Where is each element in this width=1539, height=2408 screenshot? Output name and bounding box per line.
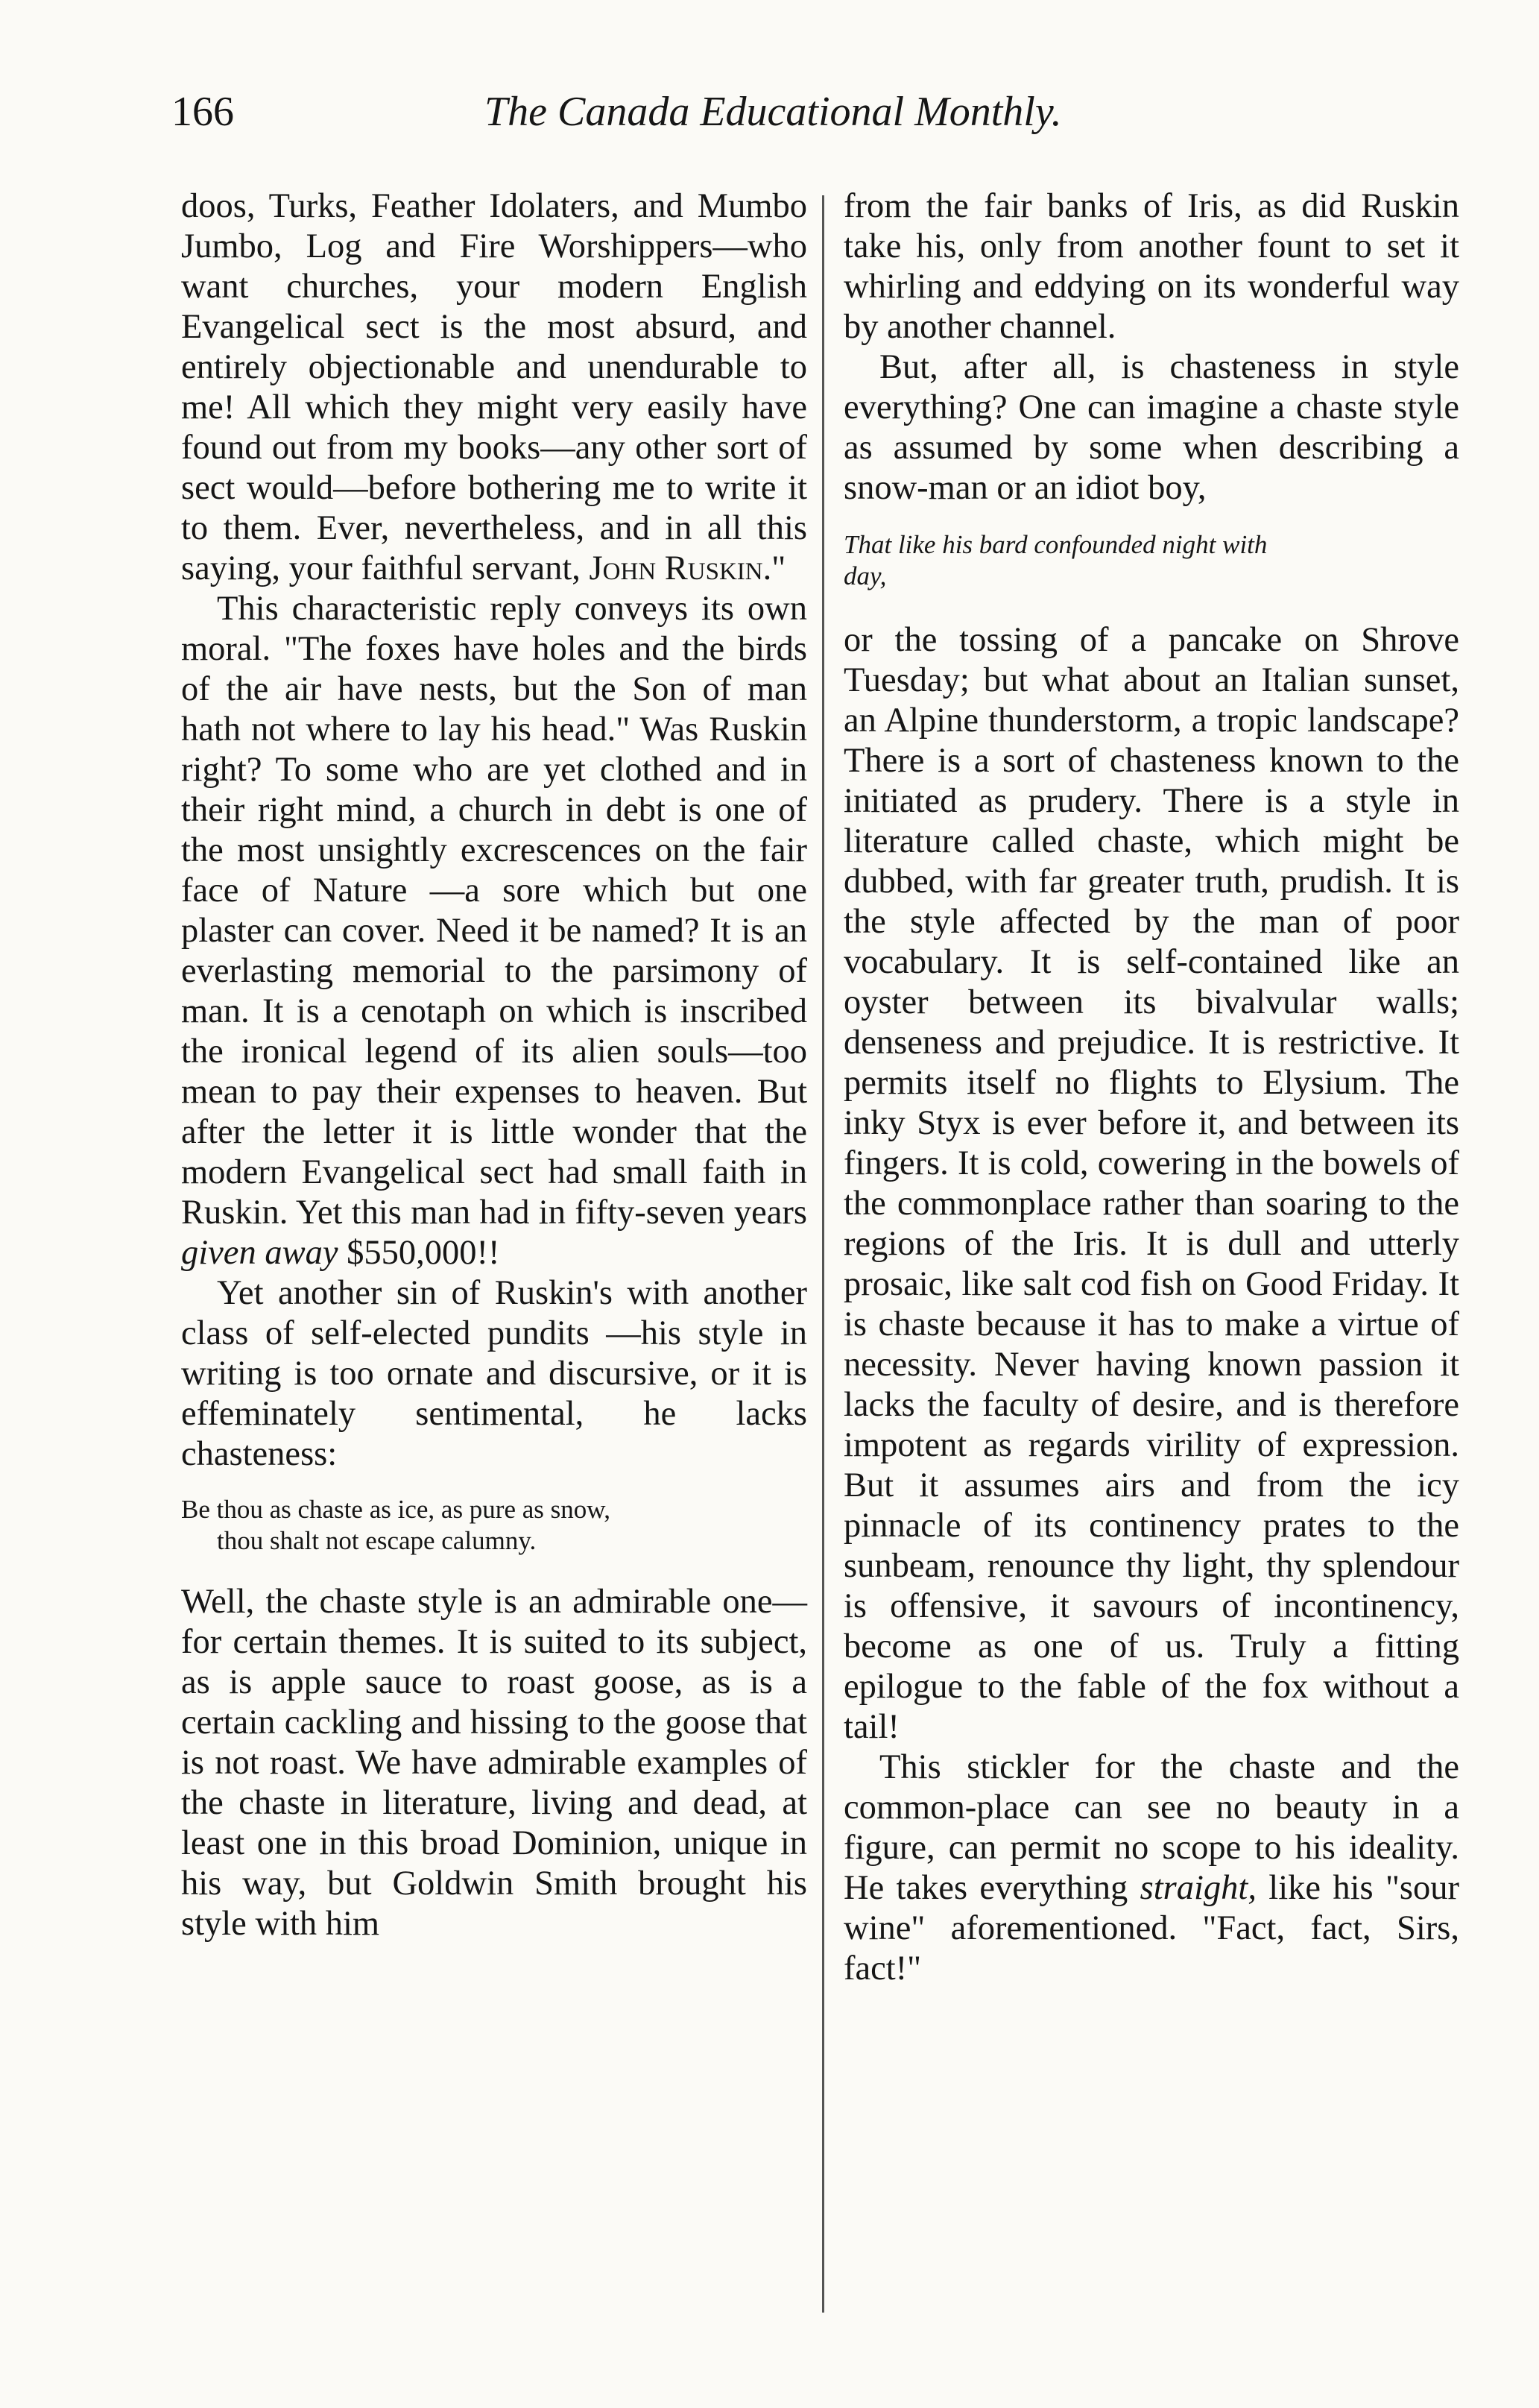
signature: John Ruskin. — [589, 549, 772, 587]
left-quote-line-2: thou shalt not escape calumny. — [217, 1526, 537, 1555]
left-paragraph-2-emphasis: given away — [181, 1234, 338, 1272]
right-column — [844, 186, 1459, 1989]
left-column — [181, 186, 807, 1944]
right-quote-line-2: day, — [844, 561, 887, 590]
right-paragraph-4-text: This stickler for the chaste and the common-place can see no beauty in a figure, can permit no scope to his ideality. He takes everything — [844, 1748, 1459, 1907]
left-paragraph-2-tail: $550,000!! — [338, 1234, 500, 1272]
right-paragraph-4 — [844, 1747, 1459, 1989]
right-paragraph-1: from the fair banks of Iris, as did Ruskin take his, only from another fount to set it whirling and eddying on its wonderful way by another channel. — [844, 187, 1459, 346]
left-block-quote — [181, 1494, 807, 1557]
right-paragraph-2: But, after all, is chasteness in style everything? One can imagine a chaste style as assumed by some when describing a snow-man or an idiot boy, — [844, 348, 1459, 507]
page-number: 166 — [171, 89, 234, 135]
left-paragraph-1 — [181, 186, 807, 589]
running-title: The Canada Educational Monthly. — [484, 89, 1062, 135]
right-paragraph-4-emphasis: straight, — [1140, 1869, 1257, 1907]
page-header — [171, 88, 1461, 155]
left-paragraph-2-text: This characteristic reply conveys its own moral. "The foxes have holes and the birds of the air have nests, but the Son of man hath not where to lay his head." Was Ruskin right? To some who are yet clothed and in their right mind, a church in debt is one of the most unsightly excrescences on the fair face of Nature —a sore which but one plaster can cover. Need it be named? It is an everlasting memorial to the parsimony of man. It is a cenotaph on which is inscribed the ironical legend of its alien souls—too mean to pay their expenses to heaven. But after the letter it is little wonder that the modern Evangelical sect had small faith in Ruskin. Yet this man had in fifty-seven years — [181, 590, 807, 1232]
right-block-quote — [844, 529, 1459, 592]
right-paragraph-4-tail: like his "sour wine" aforementioned. "Fact, fact, Sirs, fact!" — [844, 1869, 1460, 1988]
letter-closing-text: doos, Turks, Feather Idolaters, and Mumbo Jumbo, Log and Fire Worshippers—who want churches, your modern English Evangelical sect is the most absurd, and entirely objectionable and unendurable to me! All which they might very easily have found out from my books—any other sort of sect would—before bothering me to write it to them. Ever, nevertheless, and in all this saying, your faithful servant, — [181, 187, 807, 587]
left-paragraph-2 — [181, 589, 807, 1273]
left-paragraph-3: Yet another sin of Ruskin's with another class of self-elected pundits —his style in writing is too ornate and discursive, or it is effeminately sentimental, he lacks chasteness: — [181, 1274, 807, 1473]
left-quote-line-1: Be thou as chaste as ice, as pure as snow, — [181, 1495, 611, 1524]
signature-close-quote: " — [771, 549, 786, 587]
right-paragraph-3: or the tossing of a pancake on Shrove Tuesday; but what about an Italian sunset, an Alpine thunderstorm, a tropic landscape? There is a sort of chasteness known to the initiated as prudery. There is a style in literature called chaste, which might be dubbed, with far greater truth, prudish. It is the style affected by the man of poor vocabulary. It is self-contained like an oyster between its bivalvular walls; denseness and prejudice. It is restrictive. It permits itself no flights to Elysium. The inky Styx is ever before it, and between its fingers. It is cold, cowering in the bowels of the commonplace rather than soaring to the regions of the Iris. It is dull and utterly prosaic, like salt cod fish on Good Friday. It is chaste because it has to make a virtue of necessity. Never having known passion it lacks the faculty of desire, and is therefore impotent as regards virility of expression. But it assumes airs and from the icy pinnacle of its continency prates to the sunbeam, renounce thy light, thy splendour is offensive, it savours of incontinency, become as one of us. Truly a fitting epilogue to the fable of the fox without a tail! — [844, 621, 1459, 1746]
column-divider — [822, 195, 824, 2313]
right-quote-line-1: That like his bard confounded night with — [844, 530, 1268, 559]
left-paragraph-4: Well, the chaste style is an admirable one—for certain themes. It is suited to its subject, as is apple sauce to roast goose, as is a certain cackling and hissing to the goose that is not roast. We have admirable examples of the chaste in literature, living and dead, at least one in this broad Dominion, unique in his way, but Goldwin Smith brought his style with him — [181, 1583, 807, 1943]
